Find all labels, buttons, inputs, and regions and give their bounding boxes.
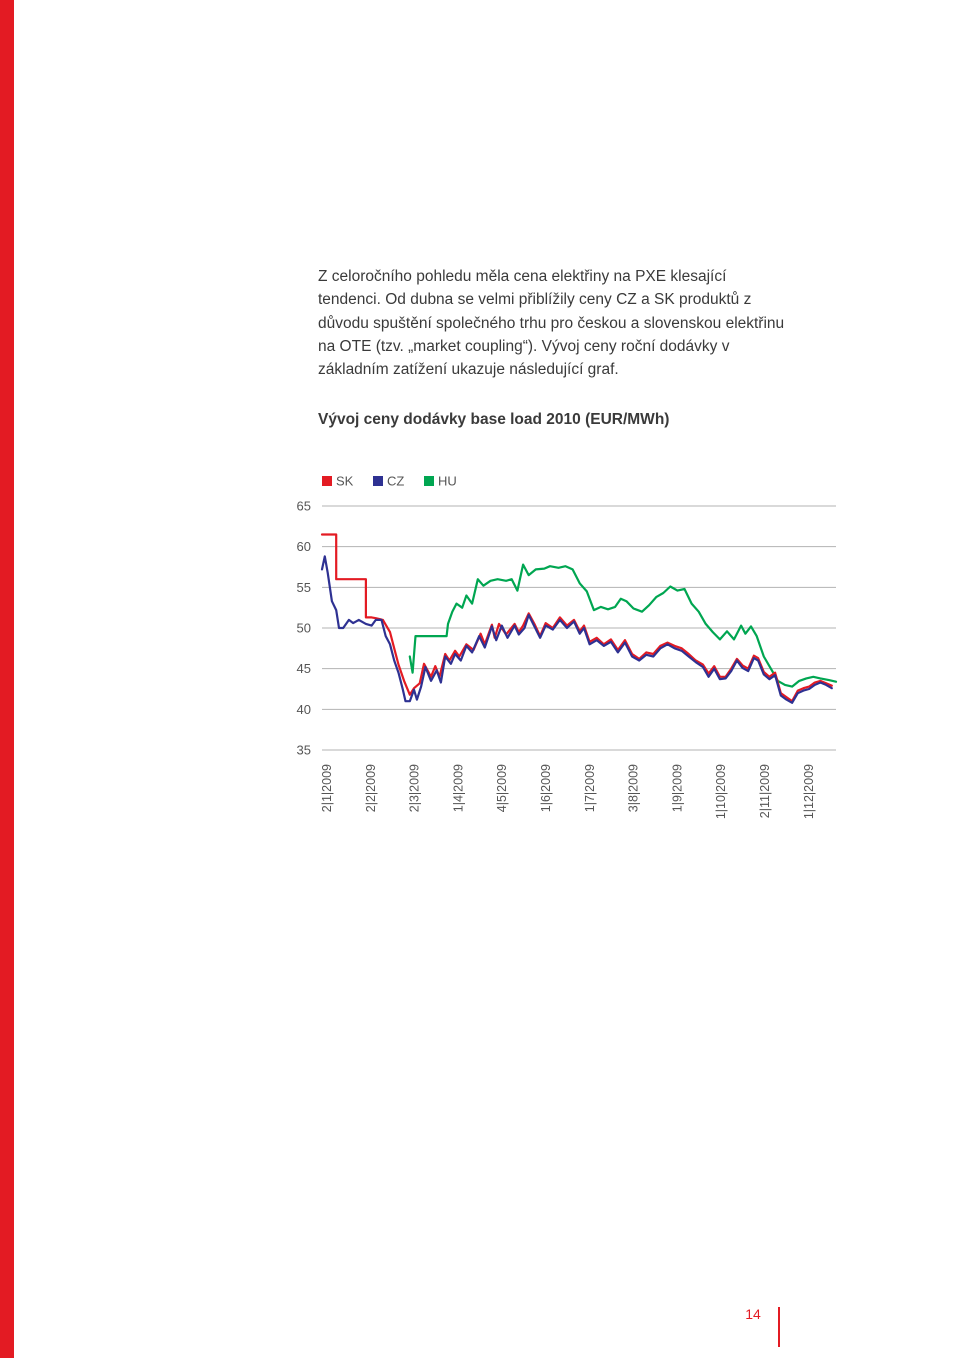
x-tick-label: 1|10|2009 <box>714 764 729 820</box>
y-tick-label: 45 <box>296 661 311 677</box>
x-tick-label: 1|12|2009 <box>801 764 816 820</box>
x-tick-label: 1|7|2009 <box>582 764 597 813</box>
y-tick-label: 50 <box>296 620 311 636</box>
x-tick-label: 1|4|2009 <box>451 764 466 813</box>
legend-label-cz: CZ <box>387 473 405 489</box>
x-tick-label: 3|8|2009 <box>626 764 641 813</box>
x-tick-label: 2|3|2009 <box>407 764 422 813</box>
page-number-rule <box>778 1307 780 1347</box>
y-tick-label: 55 <box>296 579 311 595</box>
x-tick-label: 1|9|2009 <box>670 764 685 813</box>
y-tick-label: 60 <box>296 539 311 555</box>
legend-swatch-sk <box>322 476 332 486</box>
legend-swatch-cz <box>373 476 383 486</box>
x-tick-label: 2|2|2009 <box>363 764 378 813</box>
legend-swatch-hu <box>424 476 434 486</box>
y-tick-label: 40 <box>296 701 311 717</box>
x-tick-label: 1|6|2009 <box>539 764 553 813</box>
x-tick-label: 4|5|2009 <box>495 764 510 813</box>
page-number: 14 <box>745 1306 761 1322</box>
y-tick-label: 65 <box>296 498 311 514</box>
chart-title: Vývoj ceny dodávky base load 2010 (EUR/MWh) <box>318 411 670 428</box>
y-tick-label: 35 <box>296 742 311 758</box>
x-tick-label: 2|1|2009 <box>320 764 334 813</box>
legend-label-hu: HU <box>438 473 457 489</box>
x-tick-label: 2|11|2009 <box>758 764 772 819</box>
intro-paragraph: Z celoročního pohledu měla cena elektřiny na PXE klesající tendenci. Od dubna se velmi přiblížily ceny CZ a SK produktů z důvodu spuštění společného trhu pro českou a slovenskou elektřinu na OTE (tzv. „market coupling“). Vývoj ceny roční dodávky v základním zatížení ukazuje následující graf. <box>318 268 785 379</box>
legend-label-sk: SK <box>336 473 354 489</box>
